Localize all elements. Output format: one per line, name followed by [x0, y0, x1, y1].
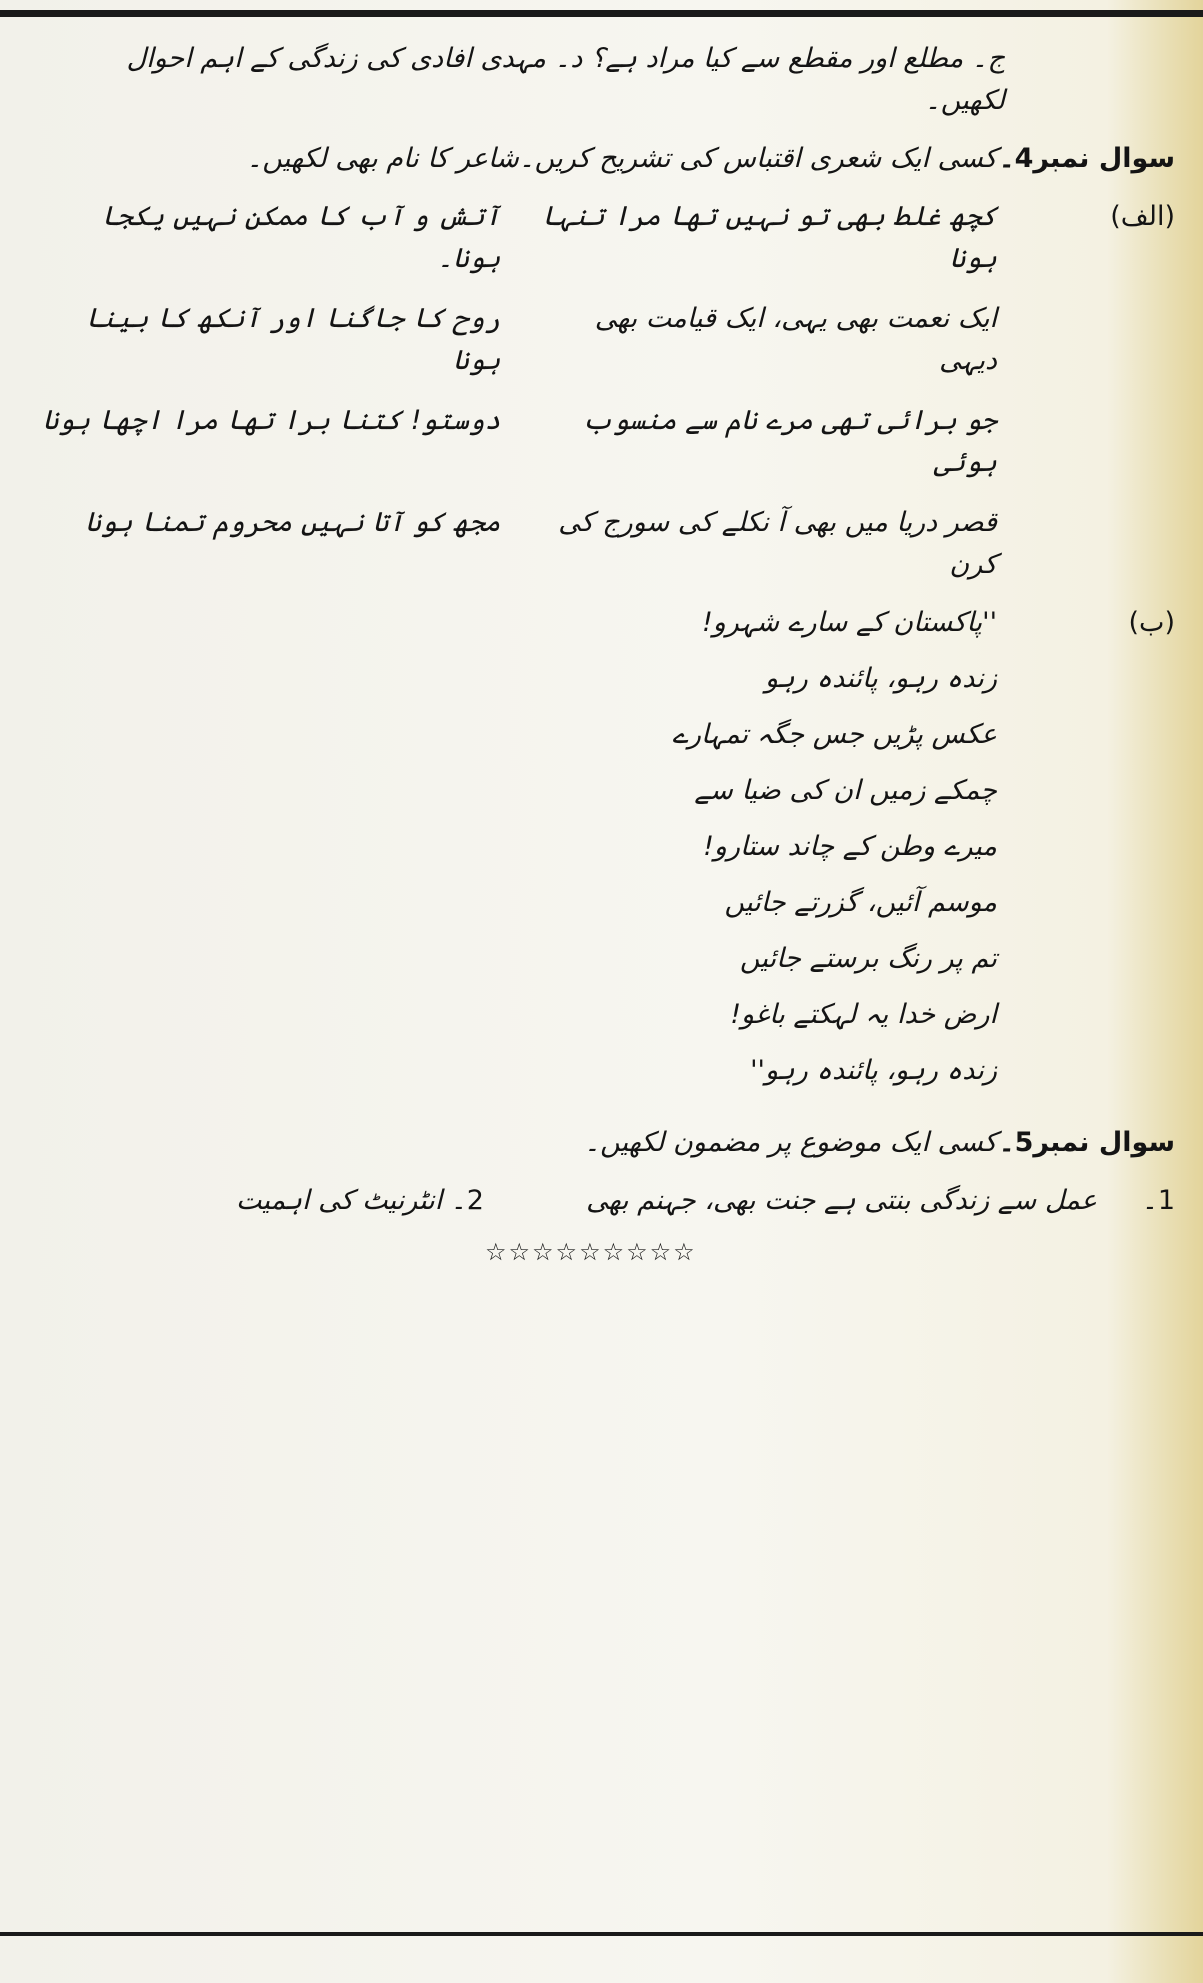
couplet-4-first: قصر دریا میں بھی آ نکلے کی سورج کی کرن [558, 507, 997, 580]
question-5-label: سوال نمبر5۔ [998, 1127, 1175, 1158]
couplet-4-second: مجھ کو آتا نہیں محروم تمنا ہونا [85, 507, 501, 538]
question-4-instruction: کسی ایک شعری اقتباس کی تشریح کریں۔شاعر کا نام بھی لکھیں۔ [246, 143, 997, 174]
couplet-2-second: روح کا جاگنا اور آنکھ کا بینا ہونا [85, 303, 501, 376]
couplet-2-first: ایک نعمت بھی یہی، ایک قیامت بھی دیہی [594, 303, 997, 376]
part-a-row [40, 196, 1175, 586]
question-3-row [40, 38, 1175, 122]
couplet-3 [40, 400, 997, 484]
topic-2-text: انٹرنیٹ کی اہمیت [235, 1185, 443, 1216]
couplet-1 [40, 196, 997, 280]
end-stars: ☆☆☆☆☆☆☆☆☆ [485, 1238, 697, 1266]
bottom-rule [0, 1932, 1203, 1936]
question-4-label: سوال نمبر4۔ [998, 143, 1175, 174]
poem-line-6: موسم آئیں، گزرتے جائیں [724, 887, 997, 918]
question-5-instruction: کسی ایک موضوع پر مضمون لکھیں۔ [584, 1127, 997, 1158]
couplet-4 [40, 502, 997, 586]
couplet-2 [40, 298, 997, 382]
couplets [40, 196, 997, 586]
poem [40, 602, 997, 1106]
poem-line-1: ''پاکستان کے سارے شہرو! [701, 607, 997, 638]
part-b-row [40, 602, 1175, 1106]
couplet-3-second: دوستو! کتنا برا تھا مرا اچھا ہونا [42, 405, 501, 436]
topics-row [40, 1180, 1175, 1222]
topics [40, 1180, 1097, 1222]
top-rule [0, 10, 1203, 17]
couplet-1-second: آتش و آب کا ممکن نہیں یکجا ہونا۔ [100, 201, 501, 274]
part-b-label: (ب) [1128, 607, 1175, 638]
poem-line-3: عکس پڑیں جس جگہ تمہارے [672, 719, 997, 750]
topic-2 [40, 1180, 484, 1222]
poem-line-2: زندہ رہو، پائندہ رہو [764, 663, 997, 694]
poem-line-7: تم پر رنگ برستے جائیں [739, 943, 997, 974]
topic-2-number: 2۔ [450, 1185, 484, 1216]
question-3-tail: ج۔ مطلع اور مقطع سے کیا مراد ہے؟ د۔ مہدی افادی کی زندگی کے اہم احوال لکھیں۔ [126, 43, 1005, 116]
couplet-3-first: جو برائی تھی مرے نام سے منسوب ہوئی [581, 405, 997, 478]
poem-line-9: زندہ رہو، پائندہ رہو'' [750, 1055, 997, 1086]
question-4-row [40, 138, 1175, 180]
couplet-1-first: کچھ غلط بھی تو نہیں تھا مرا تنہا ہونا [541, 201, 997, 274]
topic-1-text: عمل سے زندگی بنتی ہے جنت بھی، جہنم بھی [586, 1185, 1097, 1216]
poem-line-8: ارض خدا یہ لہکتے باغو! [730, 999, 997, 1030]
question-5-row [40, 1122, 1175, 1164]
poem-line-4: چمکے زمیں ان کی ضیا سے [694, 775, 997, 806]
poem-line-5: میرے وطن کے چاند ستارو! [703, 831, 997, 862]
part-a-label: (الف) [1110, 201, 1175, 232]
topic-1-number: 1۔ [1141, 1185, 1175, 1216]
